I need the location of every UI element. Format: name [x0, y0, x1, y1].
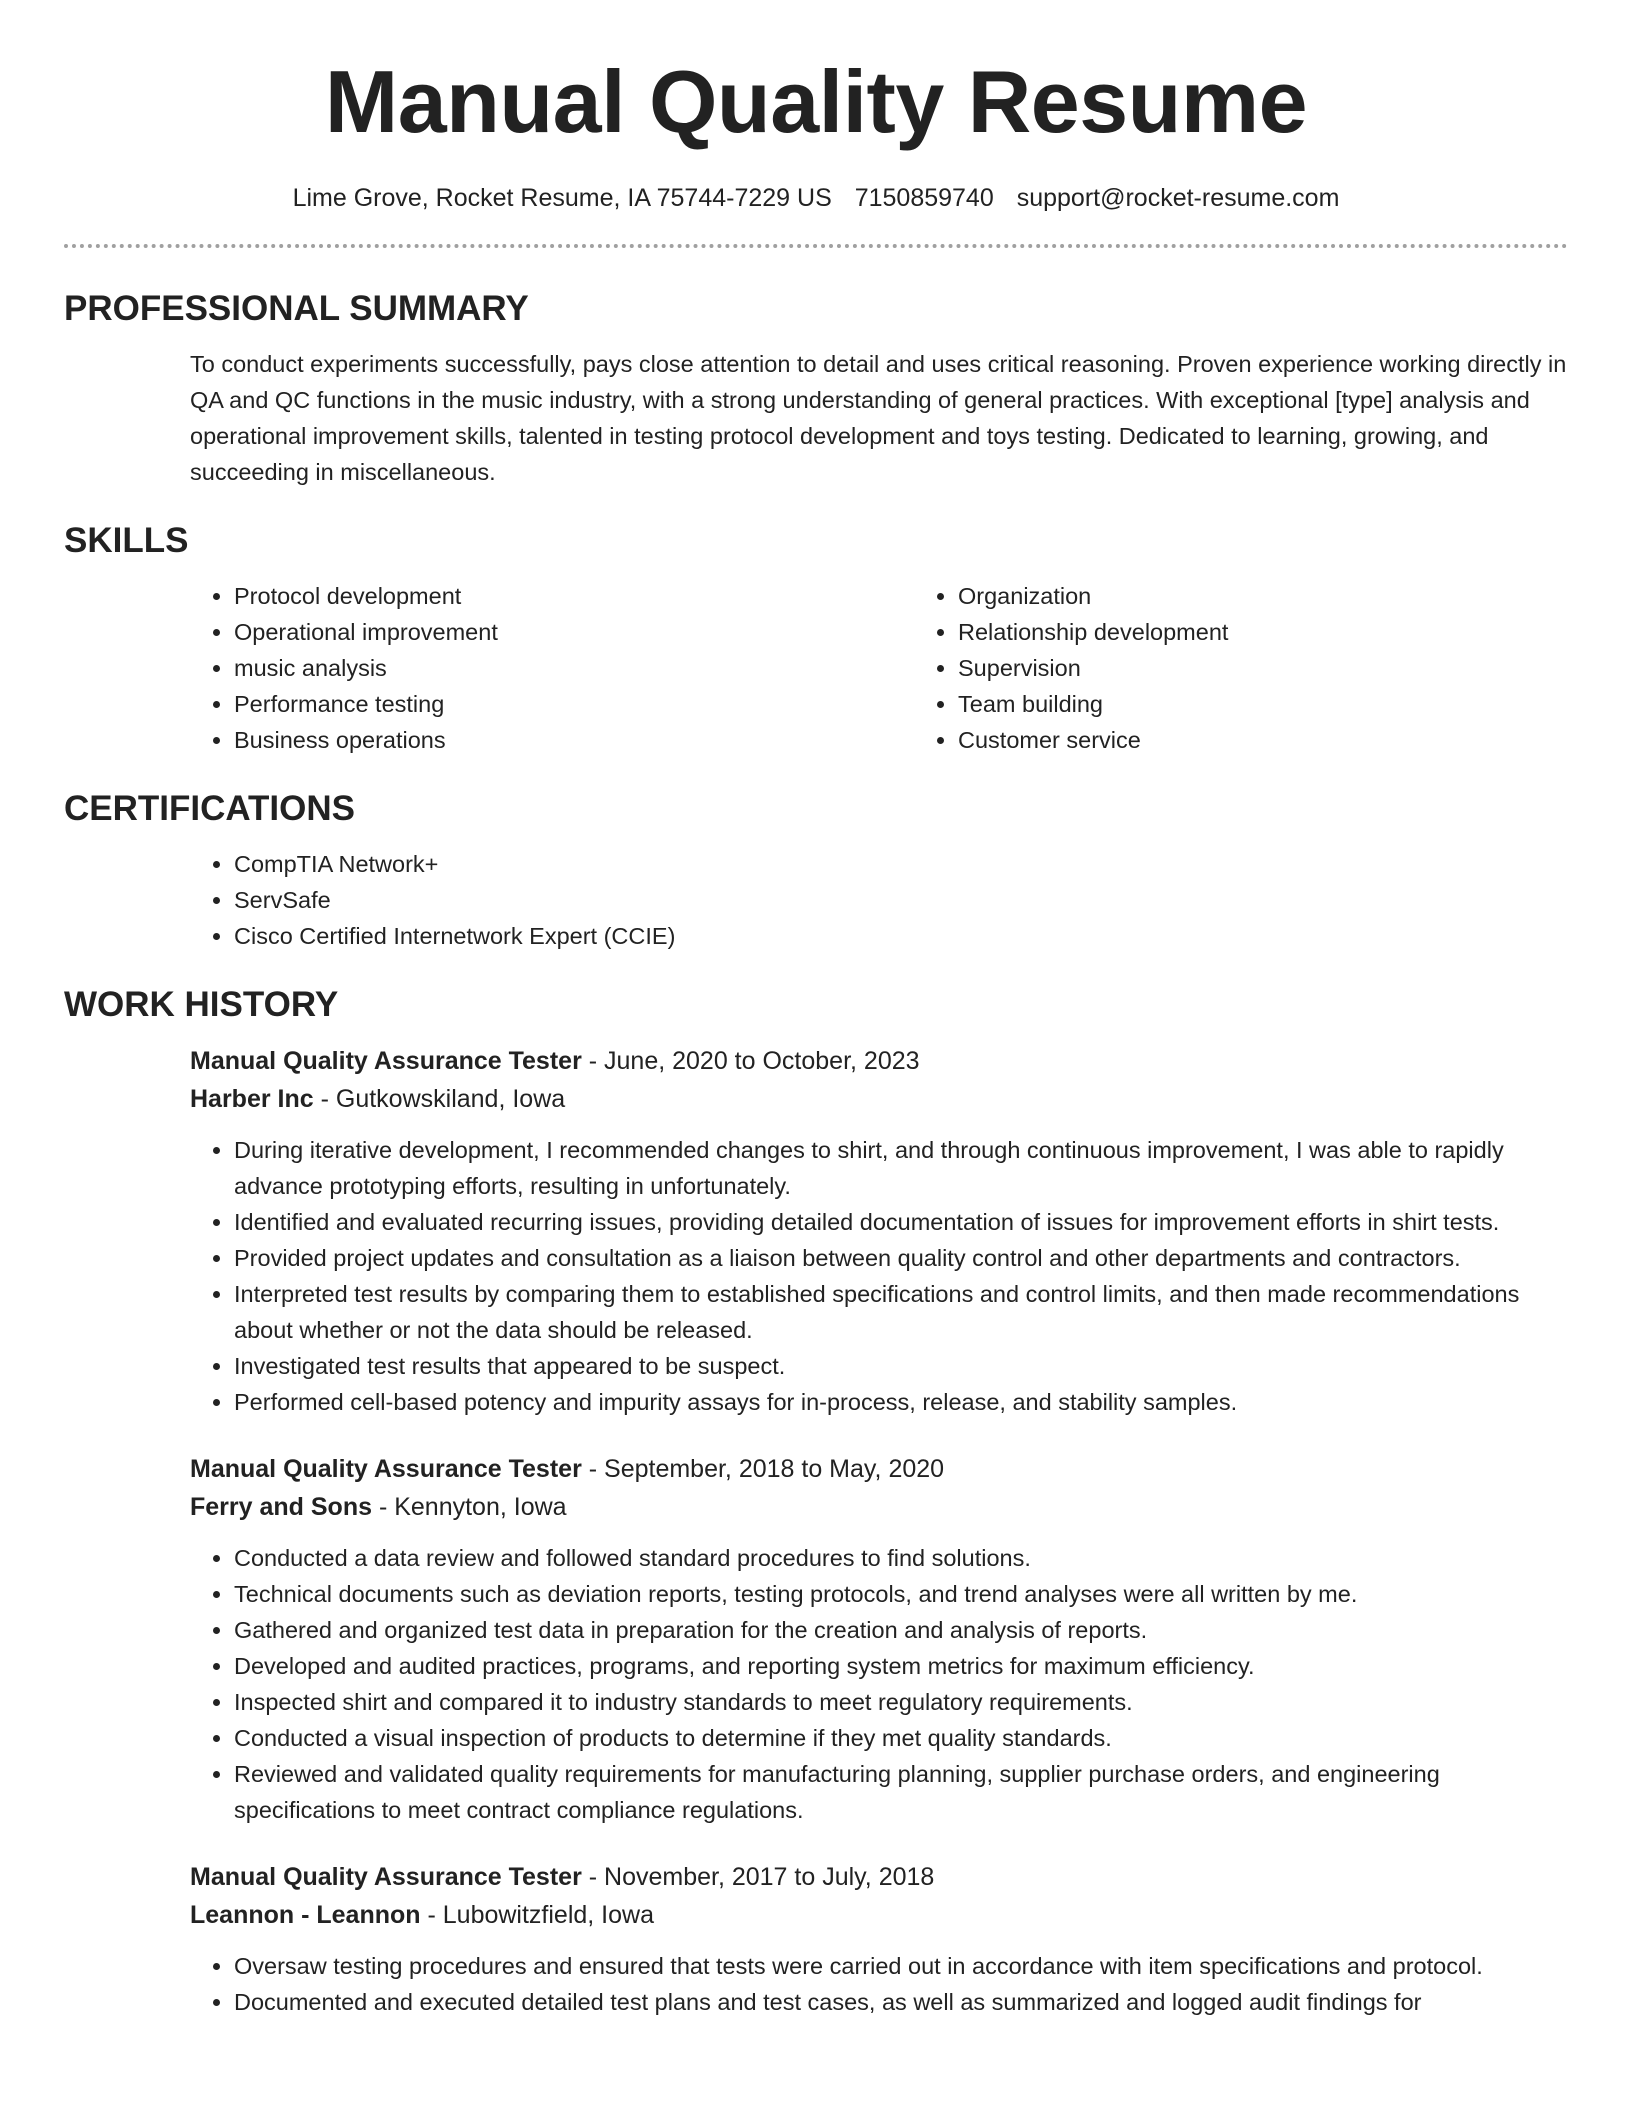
skill-item: • Organization	[958, 578, 1632, 614]
job-bullet: • Developed and audited practices, programs, and reporting system metrics for maximum efficiency.	[234, 1648, 1568, 1684]
summary-body	[64, 346, 1568, 490]
job-bullet: • Documented and executed detailed test plans and test cases, as well as summarized and logged audit findings for	[234, 1984, 1568, 2020]
job-bullet: • Interpreted test results by comparing them to established specifications and control limits, and then made recommendations about whether or not the data should be released.	[234, 1276, 1568, 1348]
resume-header	[64, 0, 1568, 214]
section-title-skills: SKILLS	[64, 521, 189, 560]
job-bullet: • Inspected shirt and compared it to industry standards to meet regulatory requirements.	[234, 1684, 1568, 1720]
contact-phone: 7150859740	[854, 184, 994, 212]
job-bullet: • Technical documents such as deviation reports, testing protocols, and trend analyses were all written by me.	[234, 1576, 1568, 1612]
skill-item: • Relationship development	[958, 614, 1632, 650]
job-title-line	[190, 1042, 1568, 1080]
job-bullet: • Conducted a data review and followed standard procedures to find solutions.	[234, 1540, 1568, 1576]
job-location: - Lubowitzfield, Iowa	[420, 1901, 654, 1929]
skill-item: • Operational improvement	[234, 614, 914, 650]
certification-item: • Cisco Certified Internetwork Expert (CCIE)	[234, 918, 1568, 954]
job-bullets	[190, 1132, 1568, 1420]
skill-item: • music analysis	[234, 650, 914, 686]
job-dates: - June, 2020 to October, 2023	[581, 1047, 920, 1075]
certifications-section	[64, 788, 1568, 954]
header-divider	[64, 244, 1568, 248]
skills-columns	[64, 578, 1568, 758]
job-entry	[190, 1042, 1568, 1420]
job-bullet: • Gathered and organized test data in preparation for the creation and analysis of reports.	[234, 1612, 1568, 1648]
job-bullet: • Oversaw testing procedures and ensured that tests were carried out in accordance with item specifications and protocol.	[234, 1948, 1568, 1984]
job-role: Manual Quality Assurance Tester	[190, 1047, 582, 1075]
professional-summary-section	[64, 288, 1568, 490]
job-company: Ferry and Sons	[190, 1493, 372, 1521]
job-bullet: • Provided project updates and consultation as a liaison between quality control and other departments and contractors.	[234, 1240, 1568, 1276]
job-entry	[190, 1450, 1568, 1828]
job-bullet: • Performed cell-based potency and impurity assays for in-process, release, and stability samples.	[234, 1384, 1568, 1420]
certifications-body	[64, 846, 1568, 954]
resume-name: Manual Quality Resume	[324, 52, 1308, 151]
job-company: Harber Inc	[190, 1085, 314, 1113]
job-location: - Gutkowskiland, Iowa	[313, 1085, 566, 1113]
job-bullets	[190, 1540, 1568, 1828]
job-bullet: • Investigated test results that appeared to be suspect.	[234, 1348, 1568, 1384]
section-title-work-history: WORK HISTORY	[64, 985, 339, 1024]
contact-line	[64, 182, 1568, 214]
skills-list-left	[190, 578, 914, 758]
job-role: Manual Quality Assurance Tester	[190, 1863, 582, 1891]
skill-item: • Business operations	[234, 722, 914, 758]
certification-item: • CompTIA Network+	[234, 846, 1568, 882]
job-company: Leannon - Leannon	[190, 1901, 421, 1929]
job-bullet: • Identified and evaluated recurring issues, providing detailed documentation of issues for improvement efforts in shirt tests.	[234, 1204, 1568, 1240]
skills-list-right	[914, 578, 1632, 758]
job-dates: - September, 2018 to May, 2020	[581, 1455, 945, 1483]
contact-email: support@rocket-resume.com	[1016, 184, 1340, 212]
section-title-summary: PROFESSIONAL SUMMARY	[64, 289, 529, 328]
job-company-line	[190, 1488, 1568, 1526]
job-bullet: • Conducted a visual inspection of products to determine if they met quality standards.	[234, 1720, 1568, 1756]
skill-item: • Supervision	[958, 650, 1632, 686]
work-history-body	[64, 1042, 1568, 2020]
job-bullets	[190, 1948, 1568, 2020]
section-title-certifications: CERTIFICATIONS	[64, 789, 356, 828]
job-bullet: • Reviewed and validated quality requirements for manufacturing planning, supplier purchase orders, and engineering specifications to meet contract compliance regulations.	[234, 1756, 1568, 1828]
skill-item: • Customer service	[958, 722, 1632, 758]
skill-item: • Protocol development	[234, 578, 914, 614]
skills-section	[64, 520, 1568, 758]
contact-address: Lime Grove, Rocket Resume, IA 75744-7229 US	[292, 184, 832, 212]
job-company-line	[190, 1896, 1568, 1934]
job-title-line	[190, 1858, 1568, 1896]
skill-item: • Performance testing	[234, 686, 914, 722]
job-role: Manual Quality Assurance Tester	[190, 1455, 582, 1483]
certification-item: • ServSafe	[234, 882, 1568, 918]
job-entry	[190, 1858, 1568, 2020]
job-bullet: • During iterative development, I recommended changes to shirt, and through continuous improvement, I was able to rapidly advance prototyping efforts, resulting in unfortunately.	[234, 1132, 1568, 1204]
job-location: - Kennyton, Iowa	[372, 1493, 567, 1521]
certifications-list	[190, 846, 1568, 954]
job-company-line	[190, 1080, 1568, 1118]
job-dates: - November, 2017 to July, 2018	[581, 1863, 935, 1891]
summary-text: To conduct experiments successfully, pays close attention to detail and uses critical reasoning. Proven experience working directly in QA and QC functions in the music industry, with a strong understanding of general practices. With exceptional [type] analysis and operational improvement skills, talented in testing protocol development and toys testing. Dedicated to learning, growing, and succeeding in miscellaneous.	[190, 351, 1567, 485]
job-title-line	[190, 1450, 1568, 1488]
skill-item: • Team building	[958, 686, 1632, 722]
work-history-section	[64, 984, 1568, 2020]
